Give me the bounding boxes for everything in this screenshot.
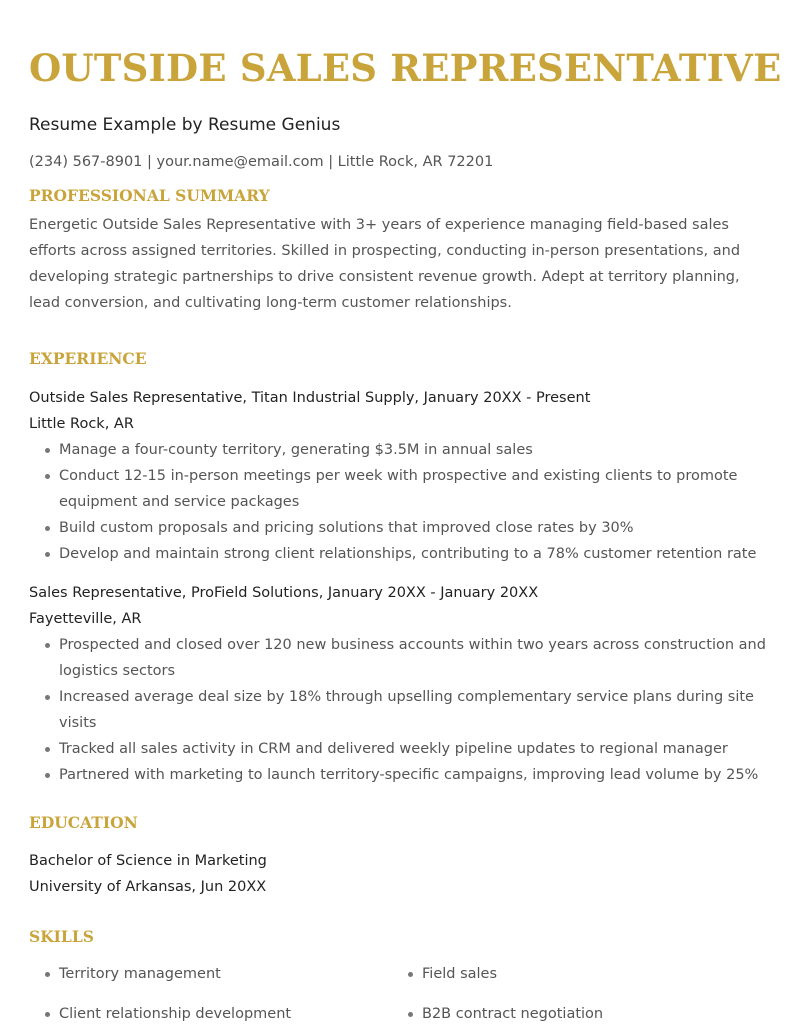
summary-heading: PROFESSIONAL SUMMARY bbox=[29, 186, 270, 205]
job-entry bbox=[29, 580, 771, 788]
job-bullets bbox=[29, 632, 771, 788]
job-bullet: Manage a four-county territory, generating $3.5M in annual sales bbox=[59, 437, 771, 463]
skill-item: B2B contract negotiation bbox=[422, 1001, 771, 1027]
job-bullet: Increased average deal size by 18% through upselling complementary service plans during site visits bbox=[59, 684, 771, 736]
resume-subtitle: Resume Example by Resume Genius bbox=[29, 115, 341, 135]
job-bullet: Conduct 12-15 in-person meetings per week with prospective and existing clients to promote equipment and service packages bbox=[59, 463, 771, 515]
resume-title: OUTSIDE SALES REPRESENTATIVE bbox=[29, 46, 782, 90]
job-bullet: Partnered with marketing to launch territory-specific campaigns, improving lead volume by 25% bbox=[59, 762, 771, 788]
job-bullet: Prospected and closed over 120 new business accounts within two years across construction and logistics sectors bbox=[59, 632, 771, 684]
job-bullet: Tracked all sales activity in CRM and delivered weekly pipeline updates to regional manager bbox=[59, 736, 771, 762]
job-location: Fayetteville, AR bbox=[29, 611, 142, 627]
skills-list bbox=[29, 961, 771, 1027]
job-bullets bbox=[29, 437, 771, 567]
education-school: University of Arkansas, Jun 20XX bbox=[29, 879, 267, 895]
experience-heading: EXPERIENCE bbox=[29, 349, 147, 368]
job-entry bbox=[29, 385, 771, 567]
summary-text: Energetic Outside Sales Representative with 3+ years of experience managing field-based sales efforts across assigned territories. Skilled in prospecting, conducting in-person presentations, and developing strategic partnerships to drive consistent revenue growth. Adept at territory planning, lead conversion, and cultivating long-term customer relationships. bbox=[29, 217, 741, 311]
education-degree: Bachelor of Science in Marketing bbox=[29, 853, 267, 869]
education-heading: EDUCATION bbox=[29, 813, 138, 832]
job-title: Outside Sales Representative, Titan Industrial Supply, January 20XX - Present bbox=[29, 390, 591, 406]
job-location: Little Rock, AR bbox=[29, 416, 134, 432]
skill-item: Client relationship development bbox=[59, 1001, 422, 1027]
job-bullet: Develop and maintain strong client relationships, contributing to a 78% customer retention rate bbox=[59, 541, 771, 567]
skill-item: Territory management bbox=[59, 961, 422, 987]
skill-item: Field sales bbox=[422, 961, 771, 987]
education-entry bbox=[29, 848, 771, 900]
skills-heading: SKILLS bbox=[29, 927, 94, 946]
job-title: Sales Representative, ProField Solutions, January 20XX - January 20XX bbox=[29, 585, 539, 601]
job-bullet: Build custom proposals and pricing solutions that improved close rates by 30% bbox=[59, 515, 771, 541]
contact-line: (234) 567-8901 | your.name@email.com | Little Rock, AR 72201 bbox=[29, 154, 494, 170]
